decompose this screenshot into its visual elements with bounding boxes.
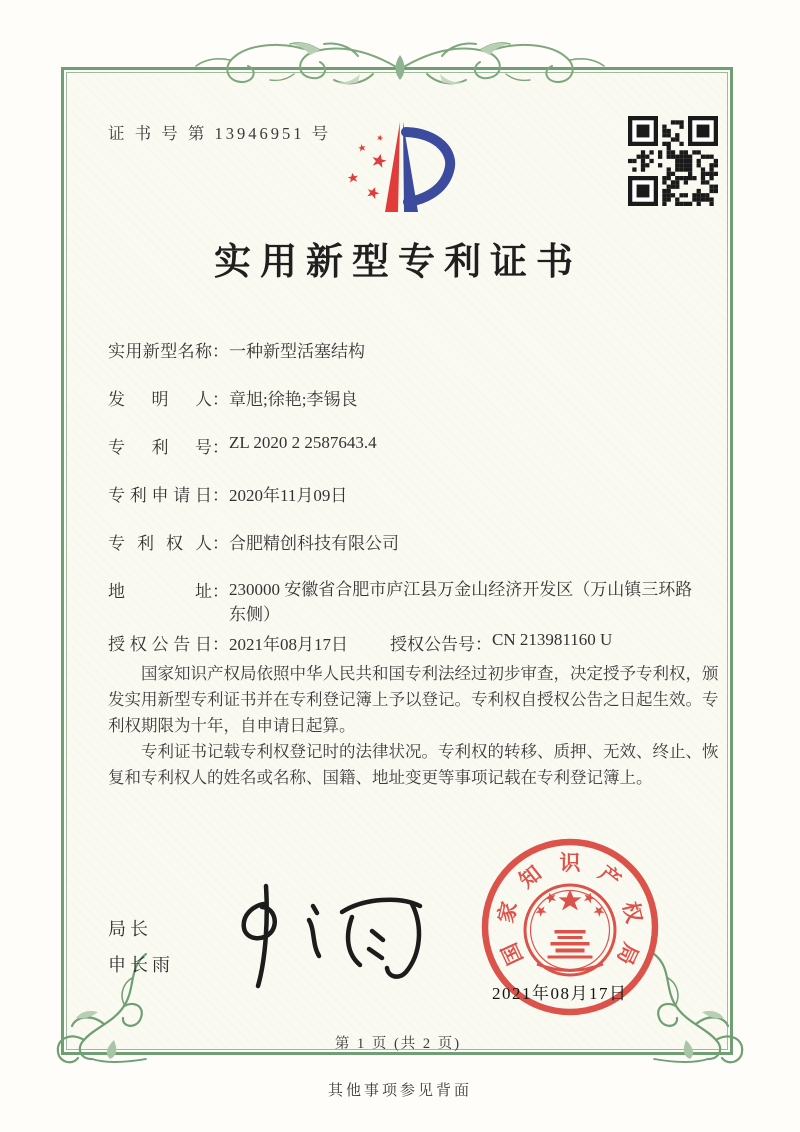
field-colon: ：: [212, 635, 229, 654]
certificate-title: 实用新型专利证书: [214, 242, 582, 283]
svg-text:权: 权: [618, 899, 646, 926]
page-number: 第 1 页 (共 2 页): [334, 1036, 462, 1052]
field-row-patent-number: [108, 433, 720, 458]
field-value: 2021年08月17日: [229, 635, 348, 654]
back-note: 其他事项参见背面: [327, 1083, 472, 1099]
field-row-filing-date: [108, 481, 720, 506]
logo-p-mark: [385, 122, 450, 212]
svg-text:识: 识: [559, 852, 581, 875]
field-colon: ：: [212, 582, 229, 601]
seal-date: 2021年08月17日: [492, 984, 628, 1003]
field-row-inventors: [108, 385, 720, 410]
legal-paragraph-2: 专利证书记载专利权登记时的法律状况。专利权的转移、质押、无效、终止、恢复和专利权人的姓名或名称、国籍、地址变更等事项记载在专利登记簿上。: [108, 742, 719, 787]
field-row-utility-model-name: [108, 337, 720, 362]
field-label: 授权公告日: [108, 635, 212, 654]
field-colon: ：: [212, 438, 229, 457]
svg-text:产: 产: [594, 861, 625, 893]
field-label: 专利申请日: [108, 486, 212, 505]
field-row-address: [108, 577, 720, 627]
field-colon: ：: [212, 534, 229, 553]
field-value: CN 213981160 U: [492, 630, 613, 649]
field-value: 2020年11月09日: [229, 486, 348, 505]
director-signature: [212, 876, 437, 994]
svg-text:家: 家: [494, 899, 522, 926]
certificate-number: 证 书 号 第 13946951 号: [108, 124, 332, 143]
field-colon: ：: [212, 342, 229, 361]
field-row-grant-date: [108, 630, 720, 655]
field-label: 发明人: [108, 390, 212, 409]
legal-text: [108, 661, 720, 791]
field-value: 230000 安徽省合肥市庐江县万金山经济开发区（万山镇三环路东侧）: [229, 580, 693, 624]
svg-text:知: 知: [515, 861, 546, 893]
field-label: 专利号: [108, 438, 212, 457]
cnipa-logo: [340, 108, 468, 218]
field-colon: ：: [475, 635, 492, 654]
director-name: 申长雨: [108, 955, 174, 975]
svg-text:国: 国: [497, 939, 528, 969]
field-label: 专利权人: [108, 534, 212, 553]
field-value: ZL 2020 2 2587643.4: [229, 433, 377, 452]
field-value: 合肥精创科技有限公司: [229, 534, 399, 553]
field-colon: ：: [212, 486, 229, 505]
field-colon: ：: [212, 390, 229, 409]
field-value: 一种新型活塞结构: [229, 342, 365, 361]
field-label: 实用新型名称: [108, 342, 212, 361]
field-row-grant-number: [390, 630, 612, 655]
legal-paragraph-1: 国家知识产权局依照中华人民共和国专利法经过初步审查，决定授予专利权，颁发实用新型专利证书并在专利登记簿上予以登记。专利权自授权公告之日起生效。专利权期限为十年，自申请日起算。: [108, 664, 719, 735]
field-label: 地址: [108, 582, 212, 601]
field-label: 授权公告号: [390, 635, 475, 654]
qr-code: [628, 116, 718, 206]
svg-text:局: 局: [612, 939, 643, 969]
director-title: 局长: [108, 919, 152, 939]
logo-stars: [347, 134, 388, 200]
field-value: 章旭;徐艳;李锡良: [229, 390, 358, 409]
field-row-patentee: [108, 529, 720, 554]
seal-national-emblem: [525, 885, 615, 975]
